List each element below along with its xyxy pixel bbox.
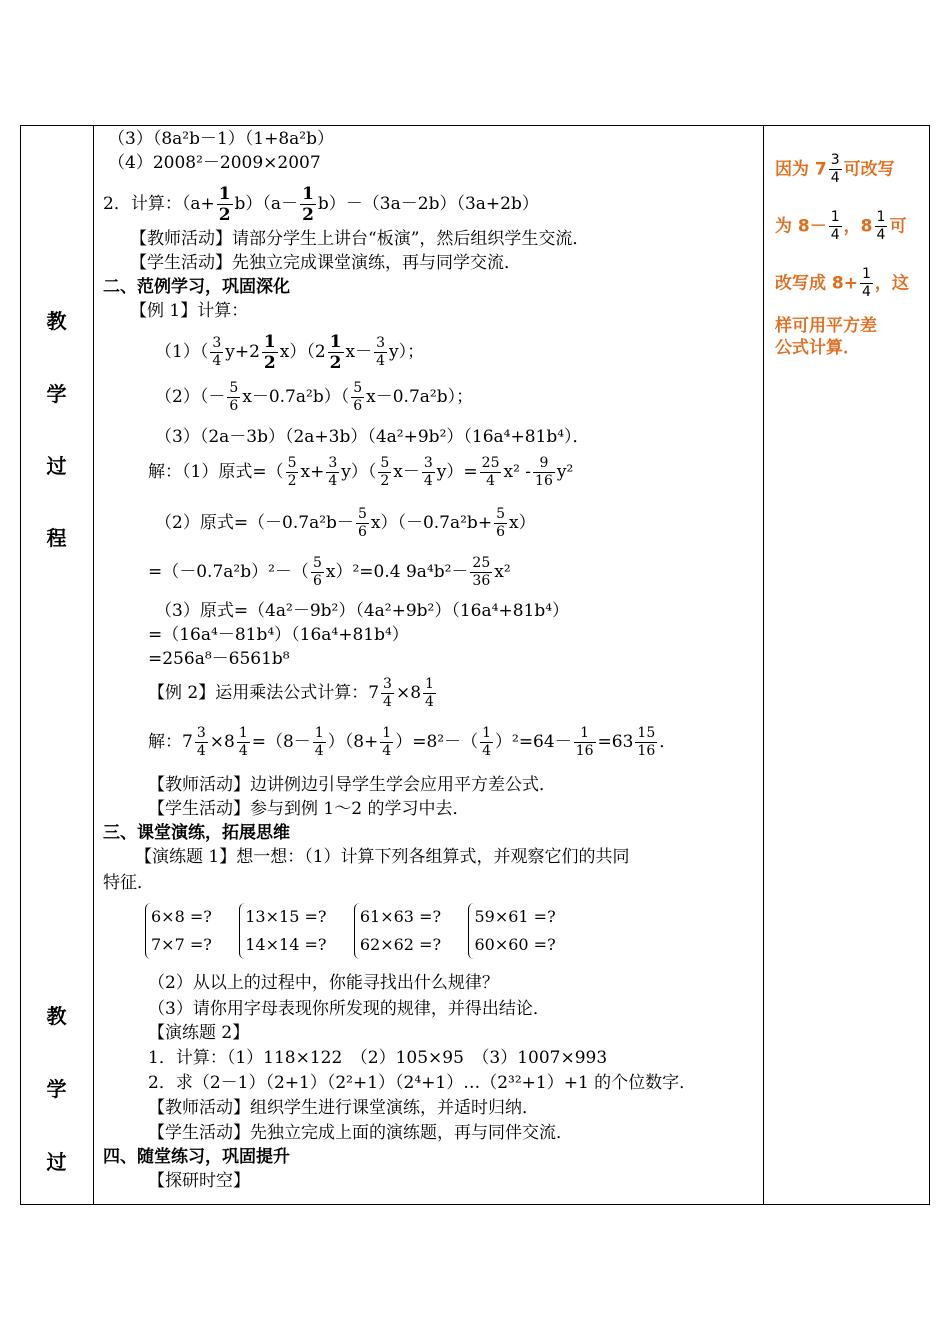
text-line: 【演练题 1】想一想：（1）计算下列各组算式，并观察它们的共同 (135, 847, 630, 867)
fraction: $\frac{1}{2}$ (263, 332, 276, 373)
section-heading: 四、随堂练习，巩固提升 (103, 1147, 290, 1167)
fraction: $\frac{5}{6}$ (312, 555, 322, 589)
fraction: $\frac{1}{4}$ (830, 209, 840, 243)
fraction: $\frac{3}{4}$ (383, 676, 392, 710)
fraction: $\frac{1}{4}$ (314, 725, 324, 759)
section-heading: 二、范例学习，巩固深化 (103, 277, 290, 297)
text-line: =（－0.7a²b）²－（ $\frac{5}{6}$ x）²=0.4 9a⁴b²－ $\frac{25}{36}$ x² (148, 555, 511, 589)
text-line: （3）原式=（4a²－9b²）（4a²+9b²）（16a⁴+81b⁴） (155, 601, 570, 621)
text-line: （2）从以上的过程中，你能寻找出什么规律？ (148, 973, 499, 993)
fraction: $\frac{1}{4}$ (862, 266, 871, 300)
text-line: 【演练题 2】 (148, 1023, 250, 1043)
text-line: （1）（ $\frac{3}{4}$ y+2 $\frac{1}{2}$ x）（2 $\frac{1}{2}$ x－ $\frac{3}{4}$ y）； (155, 332, 425, 373)
fraction: $\frac{1}{4}$ (876, 209, 886, 243)
side-label: 过 (46, 454, 67, 478)
fraction: $\frac{5}{6}$ (229, 380, 239, 414)
fraction: $\frac{5}{6}$ (496, 506, 505, 540)
fraction: $\frac{3}{4}$ (423, 455, 433, 489)
text-line: 【探研时空】 (148, 1171, 250, 1191)
text-line: 【教师活动】请部分学生上讲台“板演”，然后组织学生交流． (130, 229, 590, 249)
fraction: $\frac{1}{4}$ (482, 725, 491, 759)
equation-group: 6×8 =? 7×7 =? (145, 903, 212, 959)
fraction: $\frac{1}{2}$ (218, 184, 231, 225)
fraction: $\frac{25}{4}$ (481, 455, 500, 489)
side-label: 学 (46, 382, 67, 406)
side-label: 教 (46, 1004, 67, 1028)
fraction: $\frac{1}{2}$ (302, 184, 314, 225)
fraction: $\frac{3}{4}$ (830, 152, 840, 186)
equation-group: 61×63 =? 62×62 =? (354, 903, 441, 959)
text-line: 解：（1）原式=（ $\frac{5}{2}$ x+ $\frac{3}{4}$ y）（ $\frac{5}{2}$ x－ $\frac{3}{4}$ y）= $\frac{25}{4}$ x² - $\frac{9}{16}$ y² (148, 455, 574, 489)
fraction: $\frac{5}{2}$ (287, 455, 297, 489)
text-line: 【学生活动】参与到例 1～2 的学习中去． (148, 799, 470, 819)
fraction: $\frac{1}{4}$ (382, 725, 392, 759)
fraction: $\frac{15}{16}$ (637, 725, 656, 759)
text-line: 1．计算：（1）118×122 （2）105×95 （3）1007×993 (148, 1048, 608, 1068)
column-divider-right (763, 125, 764, 1205)
text-line: 解：7 $\frac{3}{4}$ ×8 $\frac{1}{4}$ =（8－ $\frac{1}{4}$ ）（8+ $\frac{1}{4}$ ）=8²－（ $\frac{1}{4}$ ）²=64－ $\frac{1}{16}$ =63 $\frac{15}{16}$ ． (148, 725, 677, 759)
text-line: =256a⁸－6561b⁸ (148, 649, 290, 669)
fraction: $\frac{3}{4}$ (212, 335, 222, 369)
text-line: 【学生活动】先独立完成上面的演练题，再与同伴交流． (148, 1123, 573, 1143)
fraction: $\frac{1}{16}$ (575, 725, 594, 759)
side-note: 因为 7 $\frac{3}{4}$ 可改写 为 8－ $\frac{1}{4}$ ，8 $\frac{1}{4}$ 可 改写成 8+ $\frac{1}{4}$ ，这 样可用平方差 公式计算． (775, 152, 909, 358)
text-line: （3）请你用字母表现你所发现的规律，并得出结论． (148, 999, 550, 1019)
side-label: 程 (46, 526, 67, 550)
equation-groups (145, 903, 578, 959)
column-divider-left (93, 125, 94, 1205)
fraction: $\frac{5}{6}$ (353, 380, 363, 414)
fraction: $\frac{9}{16}$ (535, 455, 553, 489)
text-line: 特征． (103, 873, 154, 893)
equation-group: 59×61 =? 60×60 =? (468, 903, 555, 959)
text-line: （4）2008²－2009×2007 (108, 153, 321, 173)
text-line: 2．求（2－1）（2+1）（2²+1）（2⁴+1）…（2³²+1）+1 的个位数字． (148, 1073, 697, 1093)
fraction: $\frac{3}{4}$ (196, 725, 206, 759)
side-label: 学 (46, 1077, 67, 1101)
side-label: 过 (46, 1150, 67, 1174)
fraction: $\frac{1}{4}$ (238, 725, 248, 759)
fraction: $\frac{3}{4}$ (376, 335, 386, 369)
fraction: $\frac{5}{6}$ (357, 506, 367, 540)
text-line: （3）（2a－3b）（2a+3b）（4a²+9b²）（16a⁴+81b⁴）． (155, 427, 590, 447)
fraction: $\frac{25}{36}$ (472, 555, 491, 589)
text-line: 【教师活动】组织学生进行课堂演练，并适时归纳． (148, 1098, 539, 1118)
text-line: =（16a⁴－81b⁴）（16a⁴+81b⁴） (148, 625, 409, 645)
text-line: 2．计算：（a+ $\frac{1}{2}$ b）（a－ $\frac{1}{2}$ b）－（3a－2b）（3a+2b） (103, 184, 539, 225)
text-line: 【例 1】计算： (130, 301, 249, 321)
text-line: （2）（－ $\frac{5}{6}$ x－0.7a²b）（ $\frac{5}{6}$ x－0.7a²b）； (155, 380, 474, 414)
fraction: $\frac{1}{4}$ (425, 676, 434, 710)
text-line: 【学生活动】先独立完成课堂演练，再与同学交流． (130, 253, 521, 273)
section-heading: 三、课堂演练，拓展思维 (103, 823, 290, 843)
side-label: 教 (46, 309, 67, 333)
fraction: $\frac{1}{2}$ (329, 332, 342, 373)
text-line: （2）原式=（－0.7a²b－ $\frac{5}{6}$ x）（－0.7a²b+ $\frac{5}{6}$ x） (155, 506, 536, 540)
text-line: （3）（8a²b－1）（1+8a²b） (108, 129, 334, 149)
fraction: $\frac{5}{2}$ (380, 455, 390, 489)
text-line: 【例 2】运用乘法公式计算：7 $\frac{3}{4}$ ×8 $\frac{1}{4}$ (148, 676, 434, 710)
fraction: $\frac{3}{4}$ (328, 455, 338, 489)
text-line: 【教师活动】边讲例边引导学生学会应用平方差公式． (148, 775, 556, 795)
equation-group: 13×15 =? 14×14 =? (239, 903, 326, 959)
